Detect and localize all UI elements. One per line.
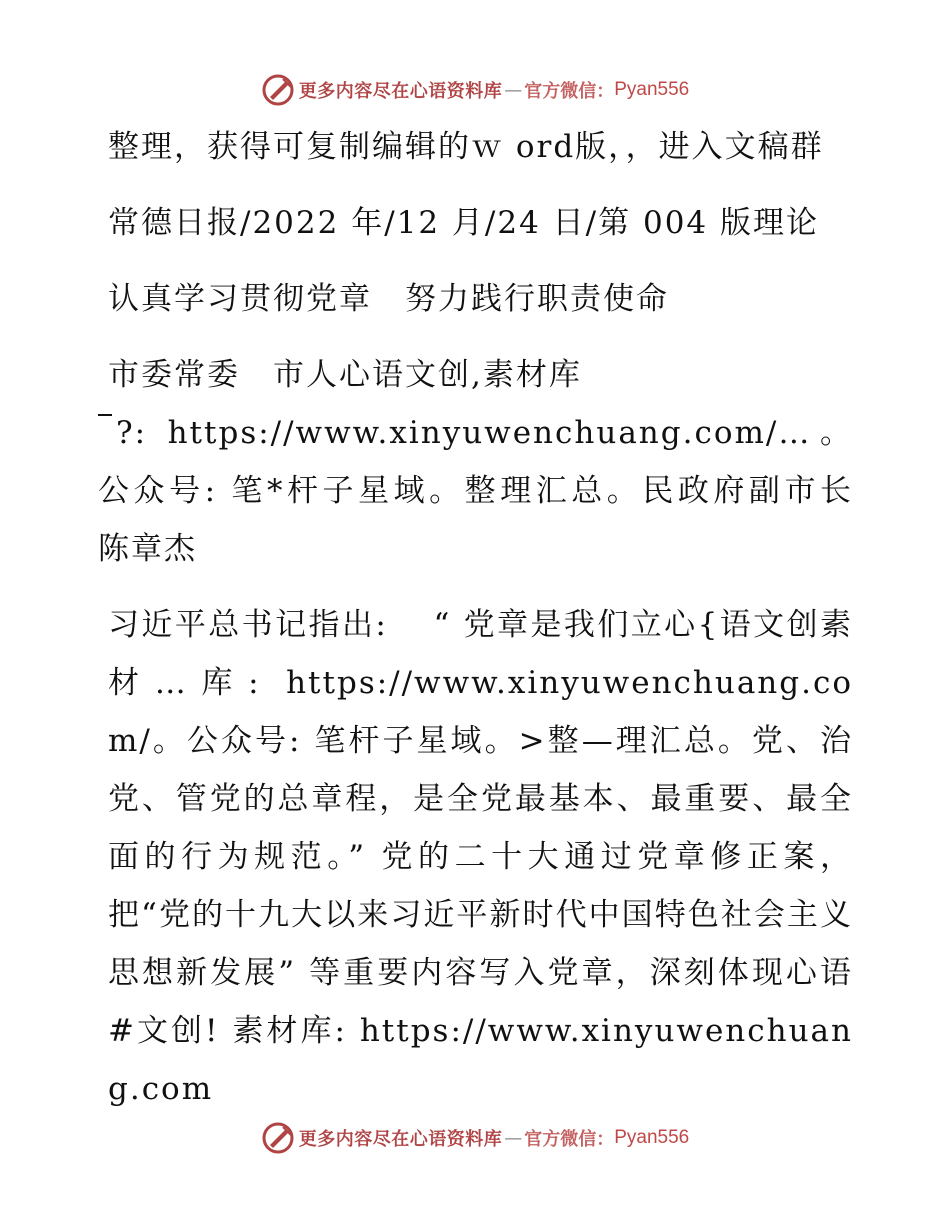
- banner-dash: —: [504, 79, 523, 101]
- header-banner: [0, 70, 950, 110]
- banner-content-bottom: [261, 1121, 690, 1155]
- paragraph-source: 常德日报/2022 年/12 月/24 日/第 004 版理论: [108, 205, 820, 241]
- banner-contact-label: 官方微信：: [524, 1129, 615, 1150]
- banner-dash: —: [504, 1127, 523, 1149]
- paragraph-intro: 整理，获得可复制编辑的ｗ ord版，，进入文稿群: [108, 129, 824, 165]
- paragraph-author-cont-text: ?: https://www.xinyuwenchuang.com/…。公众号: 笔*杆子星域。整理汇总。民政府副市长 陈章杰: [98, 415, 886, 567]
- banner-content: [261, 73, 690, 107]
- overline-mark: [98, 414, 112, 416]
- paragraph-body: 习近平总书记指出: “ 党章是我们立心{语文创素材…库: https://www.xinyuwenchuang.com/。公众号: 笔杆子星域。>整—理汇总。党、治党、管党的总章程，是全党最基本、最重要、最全面的行为规范。” 党的二十大通过党章修正案，把“党的十九大以来习近平新时代中国特色社会主义思想新发展” 等重要内容写入党章，深刻体现心语#文创! 素材库: https://www.xinyuwenchuang.com: [108, 607, 853, 1107]
- paragraph-author: 市委常委 市人心语文创,素材库: [108, 357, 582, 393]
- article-title: 认真学习贯彻党章 努力践行职责使命: [108, 281, 669, 317]
- document-body: [98, 118, 886, 1118]
- quill-circle-logo-icon: [261, 73, 295, 107]
- quill-circle-logo-icon: [261, 1121, 295, 1155]
- banner-contact-label: 官方微信：: [524, 81, 615, 102]
- banner-brand-text: 更多内容尽在心语资料库: [298, 81, 503, 102]
- banner-contact-id: Pyan556: [614, 1127, 690, 1148]
- banner-brand-text: 更多内容尽在心语资料库: [298, 1129, 503, 1150]
- footer-banner: [0, 1118, 950, 1158]
- paragraph-author-cont: [98, 404, 886, 578]
- banner-contact-id: Pyan556: [614, 79, 690, 100]
